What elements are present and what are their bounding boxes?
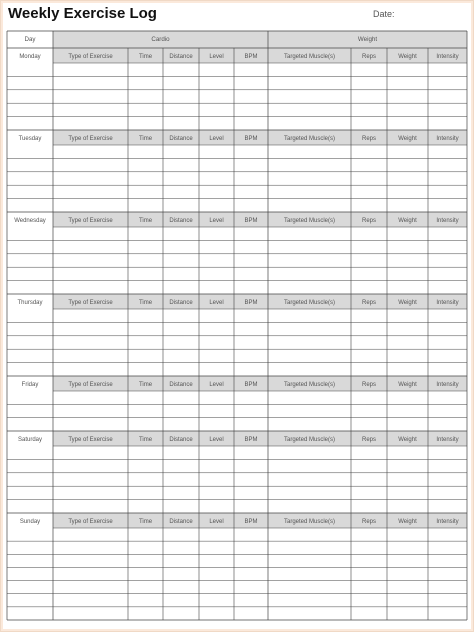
column-label: Type of Exercise xyxy=(68,519,113,526)
column-label: Time xyxy=(138,218,153,225)
column-label: BPM xyxy=(244,218,258,225)
column-label: Type of Exercise xyxy=(68,300,113,307)
column-label: Reps xyxy=(361,136,377,143)
column-label: Reps xyxy=(361,300,377,307)
column-label: Weight xyxy=(398,136,417,143)
column-label: Reps xyxy=(361,437,377,444)
day-column-header: Day xyxy=(24,36,36,44)
column-label: BPM xyxy=(244,136,258,143)
column-label: Level xyxy=(209,382,224,389)
column-label: Level xyxy=(209,218,224,225)
column-label: Level xyxy=(209,300,224,307)
column-label: Intensity xyxy=(436,300,459,307)
column-label: Level xyxy=(209,437,224,444)
column-label: Time xyxy=(138,519,153,526)
column-label: Reps xyxy=(361,54,377,61)
column-label: Weight xyxy=(398,54,417,61)
column-label: Time xyxy=(138,300,153,307)
column-label: Distance xyxy=(169,218,193,225)
column-label: Intensity xyxy=(436,218,459,225)
column-label: Type of Exercise xyxy=(68,437,113,444)
column-label: Level xyxy=(209,519,224,526)
column-label: Intensity xyxy=(436,519,459,526)
day-label-sunday: Sunday xyxy=(19,519,41,526)
column-label: Type of Exercise xyxy=(68,136,113,143)
day-label-wednesday: Wednesday xyxy=(14,218,46,225)
column-label: Type of Exercise xyxy=(68,218,113,225)
column-label: Weight xyxy=(398,519,417,526)
column-label: Intensity xyxy=(436,136,459,143)
column-label: Targeted Muscle(s) xyxy=(283,136,336,143)
day-label-monday: Monday xyxy=(19,54,41,61)
column-label: Distance xyxy=(169,136,193,143)
day-label-saturday: Saturday xyxy=(17,437,43,444)
column-label: BPM xyxy=(244,519,258,526)
column-label: Level xyxy=(209,136,224,143)
page-title: Weekly Exercise Log xyxy=(8,5,157,22)
column-label: BPM xyxy=(244,54,258,61)
day-label-friday: Friday xyxy=(21,382,39,389)
column-label: Targeted Muscle(s) xyxy=(283,218,336,225)
column-label: Distance xyxy=(169,300,193,307)
column-label: Intensity xyxy=(436,437,459,444)
column-label: BPM xyxy=(244,382,258,389)
column-label: Weight xyxy=(398,300,417,307)
cardio-section-header: Cardio xyxy=(151,36,170,44)
column-label: Time xyxy=(138,136,153,143)
column-label: Time xyxy=(138,437,153,444)
column-label: Reps xyxy=(361,519,377,526)
column-label: Targeted Muscle(s) xyxy=(283,382,336,389)
column-label: Time xyxy=(138,382,153,389)
column-label: Reps xyxy=(361,218,377,225)
column-label: Weight xyxy=(398,218,417,225)
column-label: Weight xyxy=(398,382,417,389)
column-label: Time xyxy=(138,54,153,61)
column-label: Type of Exercise xyxy=(68,54,113,61)
column-label: Distance xyxy=(169,437,193,444)
column-label: Distance xyxy=(169,54,193,61)
column-label: Reps xyxy=(361,382,377,389)
column-label: Targeted Muscle(s) xyxy=(283,54,336,61)
column-label: BPM xyxy=(244,437,258,444)
column-label: BPM xyxy=(244,300,258,307)
date-label: Date: xyxy=(373,9,395,19)
column-label: Targeted Muscle(s) xyxy=(283,519,336,526)
column-label: Weight xyxy=(398,437,417,444)
column-label: Distance xyxy=(169,382,193,389)
day-label-thursday: Thursday xyxy=(17,300,43,307)
column-label: Targeted Muscle(s) xyxy=(283,300,336,307)
column-label: Distance xyxy=(169,519,193,526)
day-label-tuesday: Tuesday xyxy=(18,136,42,143)
column-label: Intensity xyxy=(436,382,459,389)
weight-section-header: Weight xyxy=(357,36,378,44)
column-label: Targeted Muscle(s) xyxy=(283,437,336,444)
column-label: Intensity xyxy=(436,54,459,61)
column-label: Type of Exercise xyxy=(68,382,113,389)
column-label: Level xyxy=(209,54,224,61)
